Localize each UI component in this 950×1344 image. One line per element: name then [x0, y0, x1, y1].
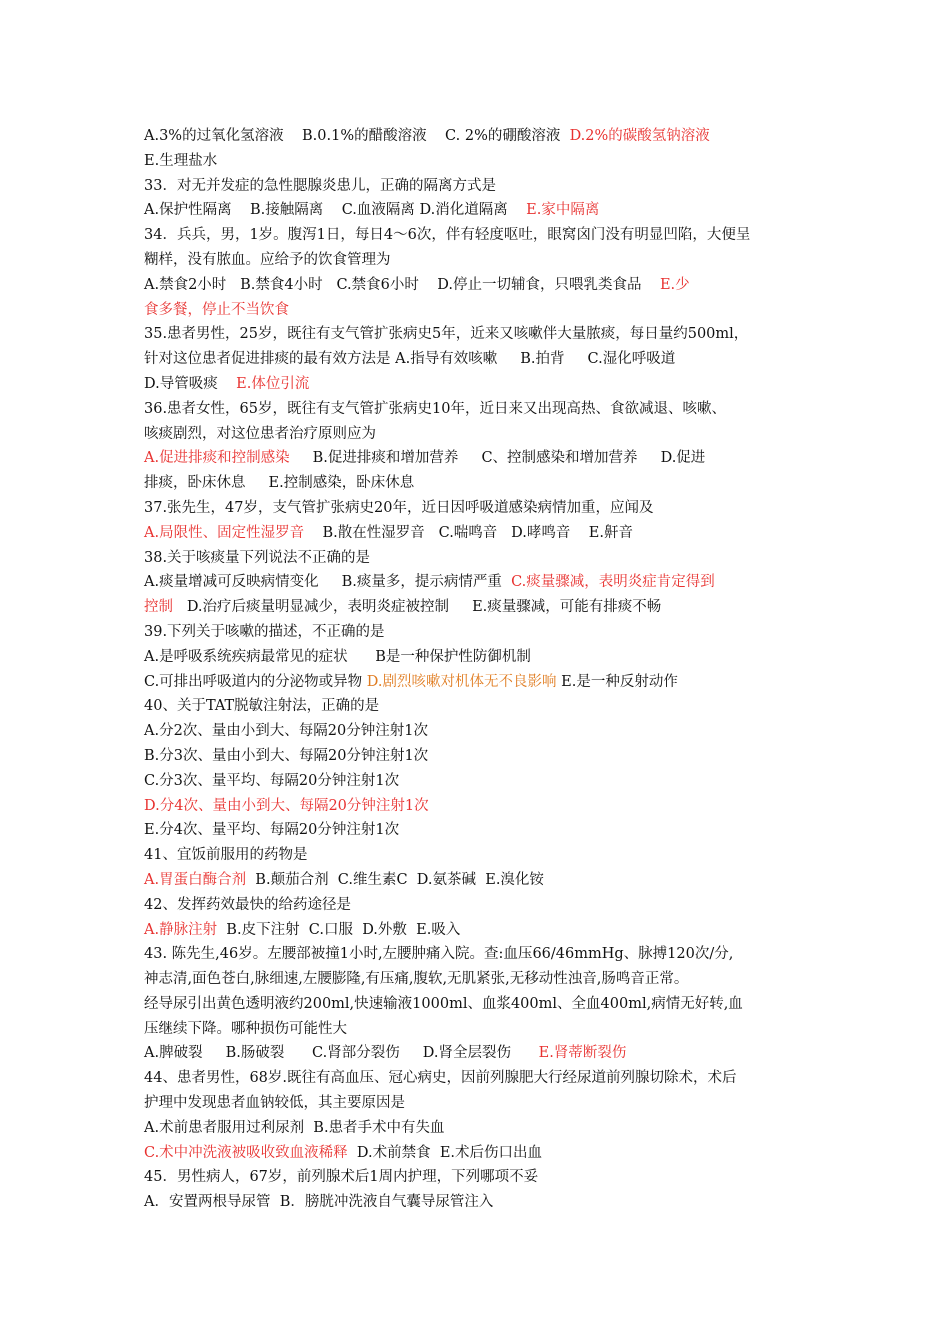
text-line — [144, 174, 814, 199]
question-text: 42、发挥药效最快的给药途径是 — [144, 896, 351, 913]
answer-text: A.局限性、固定性湿罗音 — [144, 524, 305, 541]
text-line — [144, 397, 814, 422]
text-line — [144, 124, 814, 149]
text-line — [144, 273, 814, 298]
question-text: B.颠茄合剂 C.维生素C D.氨茶碱 E.溴化铵 — [246, 871, 544, 888]
question-text: 排痰，卧床休息 E.控制感染，卧床休息 — [144, 475, 415, 492]
text-line — [144, 918, 814, 943]
answer-text: A.静脉注射 — [144, 921, 218, 938]
answer-text: E.家中隔离 — [526, 202, 600, 219]
text-line — [144, 1041, 814, 1066]
question-text: E.生理盐水 — [144, 152, 218, 169]
question-text: 34．兵兵，男，1岁。腹泻1日，每日4～6次，伴有轻度呕吐，眼窝囟门没有明显凹陷，大便呈 — [144, 227, 751, 244]
text-line — [144, 347, 814, 372]
text-line — [144, 446, 814, 471]
answer-text: E.体位引流 — [236, 375, 310, 392]
answer-text: E.肾蒂断裂伤 — [538, 1045, 627, 1062]
question-text: A.禁食2小时 B.禁食4小时 C.禁食6小时 D.停止一切辅食，只喂乳类食品 — [144, 276, 660, 293]
question-text: 40、关于TAT脱敏注射法，正确的是 — [144, 698, 380, 715]
answer-text: D.分4次、量由小到大、每隔20分钟注射1次 — [144, 797, 429, 814]
question-text: D.治疗后痰量明显减少，表明炎症被控制 E.痰量骤减，可能有排痰不畅 — [173, 599, 662, 616]
text-line — [144, 298, 814, 323]
text-line — [144, 967, 814, 992]
question-text: B.皮下注射 C.口服 D.外敷 E.吸入 — [217, 921, 461, 938]
text-line — [144, 942, 814, 967]
question-text: A.保护性隔离 B.接触隔离 C.血液隔离 D.消化道隔离 — [144, 202, 527, 219]
answer-text: D.剧烈咳嗽对机体无不良影响 — [366, 673, 557, 690]
question-text: 43. 陈先生,46岁。左腰部被撞1小时,左腰肿痛入院。查:血压66/46mmHg、脉搏120次/分, — [144, 946, 734, 963]
question-text: 44、患者男性，68岁.既往有高血压、冠心病史，因前列腺肥大行经尿道前列腺切除术，术后 — [144, 1070, 737, 1087]
answer-text: E.少 — [659, 276, 690, 293]
question-text: 33．对无并发症的急性腮腺炎患儿，正确的隔离方式是 — [144, 177, 496, 194]
question-text: 38.关于咳痰量下列说法不正确的是 — [144, 549, 371, 566]
question-text: 护理中发现患者血钠较低，其主要原因是 — [144, 1095, 405, 1112]
text-line — [144, 521, 814, 546]
text-line — [144, 1017, 814, 1042]
text-line — [144, 620, 814, 645]
question-text: A．安置两根导尿管 B．膀胱冲洗液自气囊导尿管注入 — [144, 1194, 494, 1211]
text-line — [144, 719, 814, 744]
text-line — [144, 496, 814, 521]
question-text: 37.张先生，47岁，支气管扩张病史20年，近日因呼吸道感染病情加重，应闻及 — [144, 499, 654, 516]
question-text: E.分4次、量平均、每隔20分钟注射1次 — [144, 822, 400, 839]
question-text: 压继续下降。哪种损伤可能性大 — [144, 1020, 347, 1037]
text-line — [144, 868, 814, 893]
text-line — [144, 893, 814, 918]
answer-text: 控制 — [144, 599, 173, 616]
question-text: A.术前患者服用过利尿剂 B.患者手术中有失血 — [144, 1119, 445, 1136]
question-text: 45．男性病人，67岁，前列腺术后1周内护理，下列哪项不妥 — [144, 1169, 539, 1186]
text-line — [144, 769, 814, 794]
text-line — [144, 992, 814, 1017]
text-line — [144, 595, 814, 620]
question-text: B.分3次、量由小到大、每隔20分钟注射1次 — [144, 747, 429, 764]
question-text: B.促进排痰和增加营养 C、控制感染和增加营养 D.促进 — [289, 450, 706, 467]
text-line — [144, 1066, 814, 1091]
text-line — [144, 744, 814, 769]
text-line — [144, 570, 814, 595]
question-text: A.痰量增减可反映病情变化 B.痰量多，提示病情严重 — [144, 574, 512, 591]
question-text: 咳痰剧烈，对这位患者治疗原则应为 — [144, 425, 376, 442]
question-text: D.导管吸痰 — [144, 375, 237, 392]
question-text: 神志清,面色苍白,脉细速,左腰膨隆,有压痛,腹软,无肌紧张,无移动性浊音,肠鸣音正常。 — [144, 971, 689, 988]
text-line — [144, 422, 814, 447]
text-line — [144, 1141, 814, 1166]
text-line — [144, 322, 814, 347]
question-text: A.脾破裂 B.肠破裂 C.肾部分裂伤 D.肾全层裂伤 — [144, 1045, 539, 1062]
question-text: C.分3次、量平均、每隔20分钟注射1次 — [144, 772, 400, 789]
text-line — [144, 818, 814, 843]
question-text: E.是一种反射动作 — [556, 673, 678, 690]
question-text: 糊样，没有脓血。应给予的饮食管理为 — [144, 251, 391, 268]
text-line — [144, 670, 814, 695]
text-line — [144, 198, 814, 223]
answer-text: A.胃蛋白酶合剂 — [144, 871, 247, 888]
text-line — [144, 1091, 814, 1116]
text-line — [144, 1116, 814, 1141]
question-text: A.3%的过氧化氢溶液 B.0.1%的醋酸溶液 C. 2%的硼酸溶液 — [144, 128, 570, 144]
text-line — [144, 223, 814, 248]
question-text: 针对这位患者促进排痰的最有效方法是 A.指导有效咳嗽 B.拍背 C.湿化呼吸道 — [144, 351, 676, 368]
document-page — [144, 124, 814, 1215]
answer-text: C.术中冲洗液被吸收致血液稀释 — [144, 1144, 348, 1161]
answer-text: C.痰量骤减，表明炎症肯定得到 — [511, 574, 715, 591]
question-text: A.分2次、量由小到大、每隔20分钟注射1次 — [144, 723, 428, 740]
text-line — [144, 372, 814, 397]
question-text: D.术前禁食 E.术后伤口出血 — [347, 1144, 543, 1161]
question-text: 41、宜饭前服用的药物是 — [144, 847, 308, 864]
question-text: 36.患者女性，65岁，既往有支气管扩张病史10年，近日来又出现高热、食欲减退、咳嗽、 — [144, 400, 726, 417]
question-text: C.可排出呼吸道内的分泌物或异物 — [144, 673, 367, 690]
text-line — [144, 149, 814, 174]
answer-text: 食多餐，停止不当饮食 — [144, 301, 289, 318]
text-line — [144, 546, 814, 571]
text-line — [144, 645, 814, 670]
text-line — [144, 471, 814, 496]
question-text: 35.患者男性，25岁，既往有支气管扩张病史5年，近来又咳嗽伴大量脓痰，每日量约500ml， — [144, 326, 749, 343]
question-text: B.散在性湿罗音 C.喘鸣音 D.哮鸣音 E.鼾音 — [304, 524, 633, 541]
text-line — [144, 1165, 814, 1190]
question-text: A.是呼吸系统疾病最常见的症状 B是一种保护性防御机制 — [144, 648, 531, 665]
text-line — [144, 248, 814, 273]
question-text: 经导尿引出黄色透明液约200ml,快速输液1000ml、血浆400ml、全血400ml,病情无好转,血 — [144, 995, 743, 1012]
answer-text: D.2%的碳酸氢钠溶液 — [569, 128, 710, 144]
question-text: 39.下列关于咳嗽的描述，不正确的是 — [144, 623, 385, 640]
text-line — [144, 794, 814, 819]
text-line — [144, 1190, 814, 1215]
answer-text: A.促进排痰和控制感染 — [144, 450, 290, 467]
text-line — [144, 843, 814, 868]
text-line — [144, 694, 814, 719]
